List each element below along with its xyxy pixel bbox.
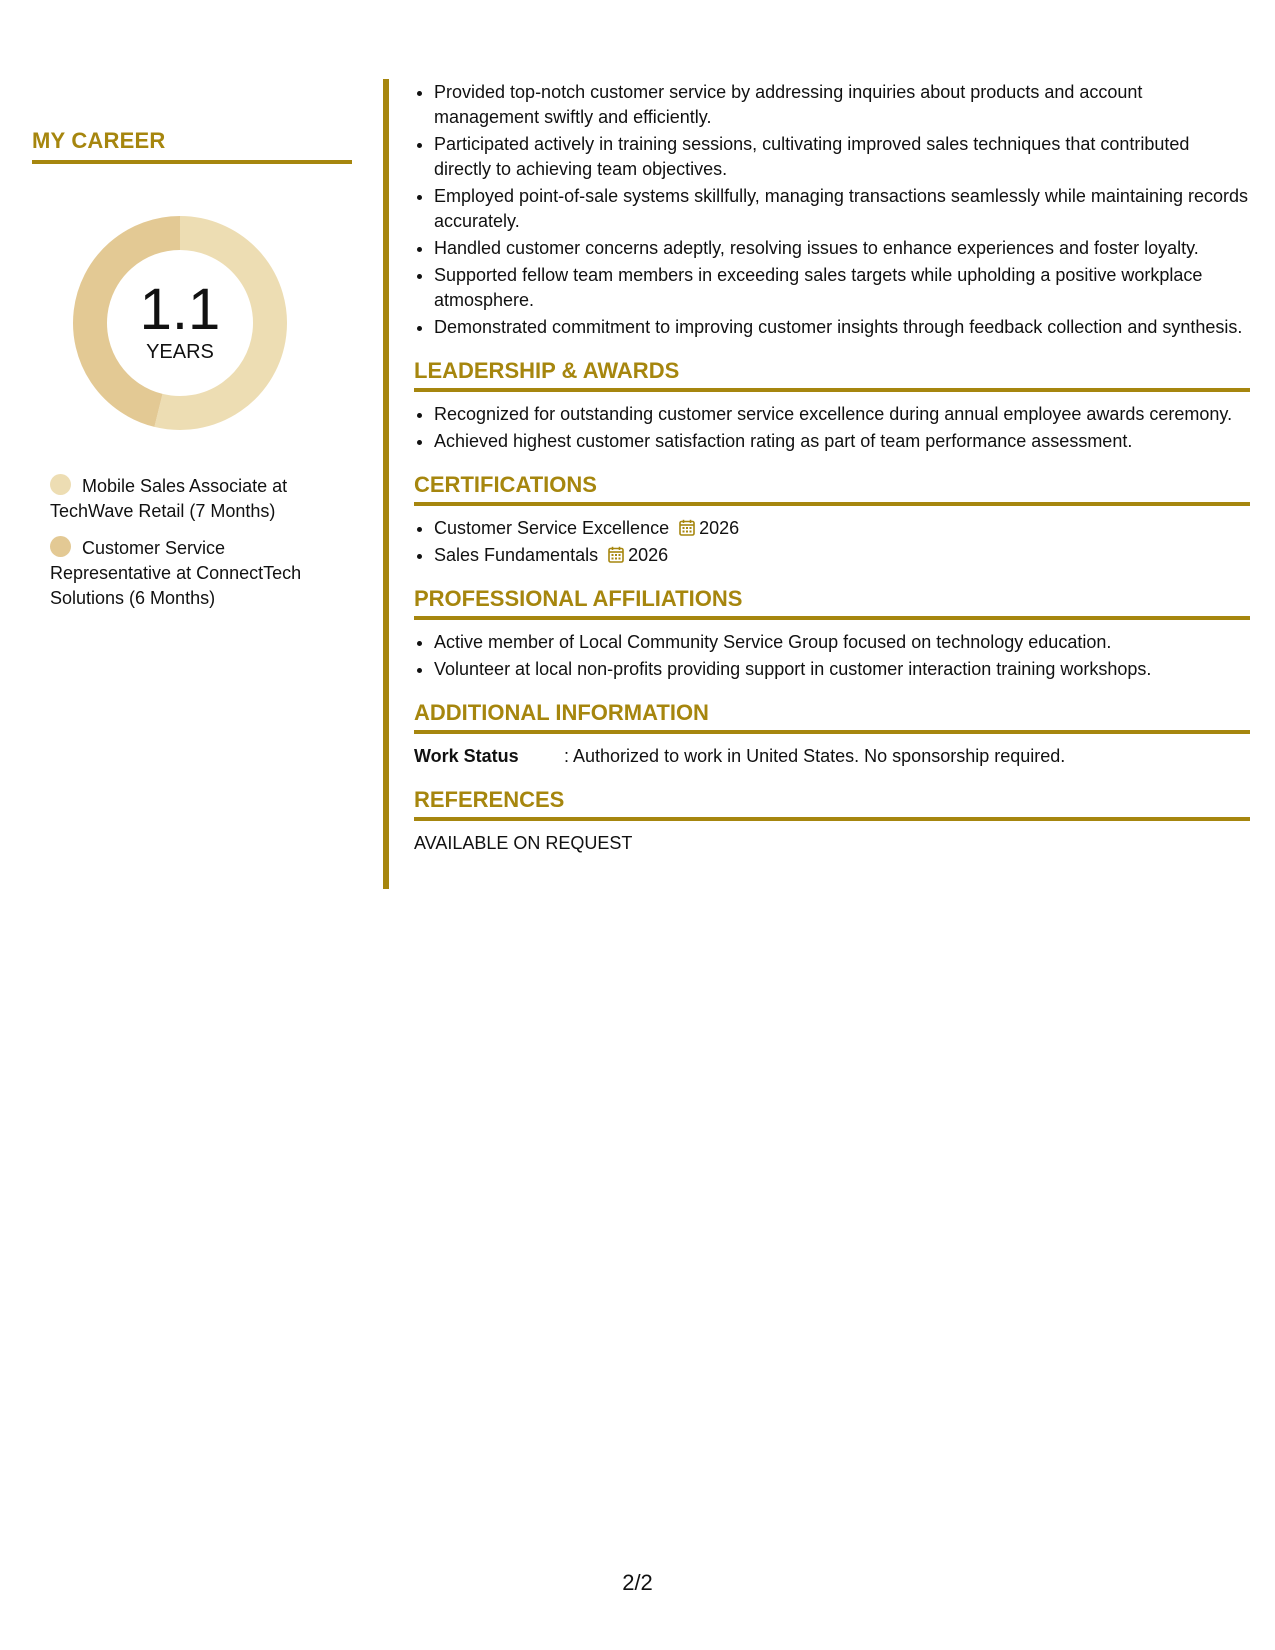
experience-bullet: • Handled customer concerns adeptly, resolving issues to enhance experiences and foster loyalty. [434,236,1250,261]
career-legend [50,474,350,611]
career-sidebar [32,120,352,623]
work-status-label: Work Status [414,746,519,766]
calendar-icon [679,519,695,536]
certification-date [608,543,668,568]
certifications-list [414,516,1250,568]
references-section-title: REFERENCES [414,787,1250,821]
experience-bullet: • Demonstrated commitment to improving customer insights through feedback collection and synthesis. [434,315,1250,340]
leadership-section-title: LEADERSHIP & AWARDS [414,358,1250,392]
column-divider [383,79,389,889]
main-content [414,80,1250,856]
legend-item [50,536,350,611]
affiliations-list [414,630,1250,682]
leadership-item: • Achieved highest customer satisfaction rating as part of team performance assessment. [434,429,1250,454]
legend-dot-icon [50,536,71,557]
affiliation-item: • Active member of Local Community Service Group focused on technology education. [434,630,1250,655]
legend-dot-icon [50,474,71,495]
leadership-list [414,402,1250,454]
legend-label: Mobile Sales Associate at TechWave Retail (7 Months) [50,476,288,521]
references-text: AVAILABLE ON REQUEST [414,833,633,853]
certification-name: Customer Service Excellence [434,518,670,538]
leadership-item: • Recognized for outstanding customer service excellence during annual employee awards ceremony. [434,402,1250,427]
career-donut-chart [65,208,295,438]
career-total-value: 1.1 [139,277,221,342]
certification-year: 2026 [699,518,740,538]
certifications-section-title: CERTIFICATIONS [414,472,1250,506]
work-status-row [414,744,1250,769]
experience-bullet: • Supported fellow team members in exceeding sales targets while upholding a positive workplace atmosphere. [434,263,1250,313]
experience-bullet: • Provided top-notch customer service by addressing inquiries about products and account management swiftly and efficiently. [434,80,1250,130]
work-status-value: : Authorized to work in United States. No sponsorship required. [564,746,1066,766]
calendar-icon [608,546,624,563]
certification-date [679,516,739,541]
affiliations-section-title: PROFESSIONAL AFFILIATIONS [414,586,1250,620]
certification-item [434,516,1250,541]
experience-bullet: • Participated actively in training sessions, cultivating improved sales techniques that contributed directly to achieving team objectives. [434,132,1250,182]
legend-item [50,474,350,524]
experience-bullet: • Employed point-of-sale systems skillfully, managing transactions seamlessly while maintaining records accurately. [434,184,1250,234]
career-section-title: MY CAREER [32,128,352,164]
page-number: 2/2 [622,1570,653,1595]
additional-info-section-title: ADDITIONAL INFORMATION [414,700,1250,734]
certification-name: Sales Fundamentals [434,545,599,565]
certification-item [434,543,1250,568]
experience-bullet-list [414,80,1250,340]
career-total-unit: YEARS [146,341,214,363]
legend-label: Customer Service Representative at ConnectTech Solutions (6 Months) [50,538,302,608]
certification-year: 2026 [628,545,669,565]
affiliation-item: • Volunteer at local non-profits providing support in customer interaction training workshops. [434,657,1250,682]
donut-center-label [65,208,295,438]
